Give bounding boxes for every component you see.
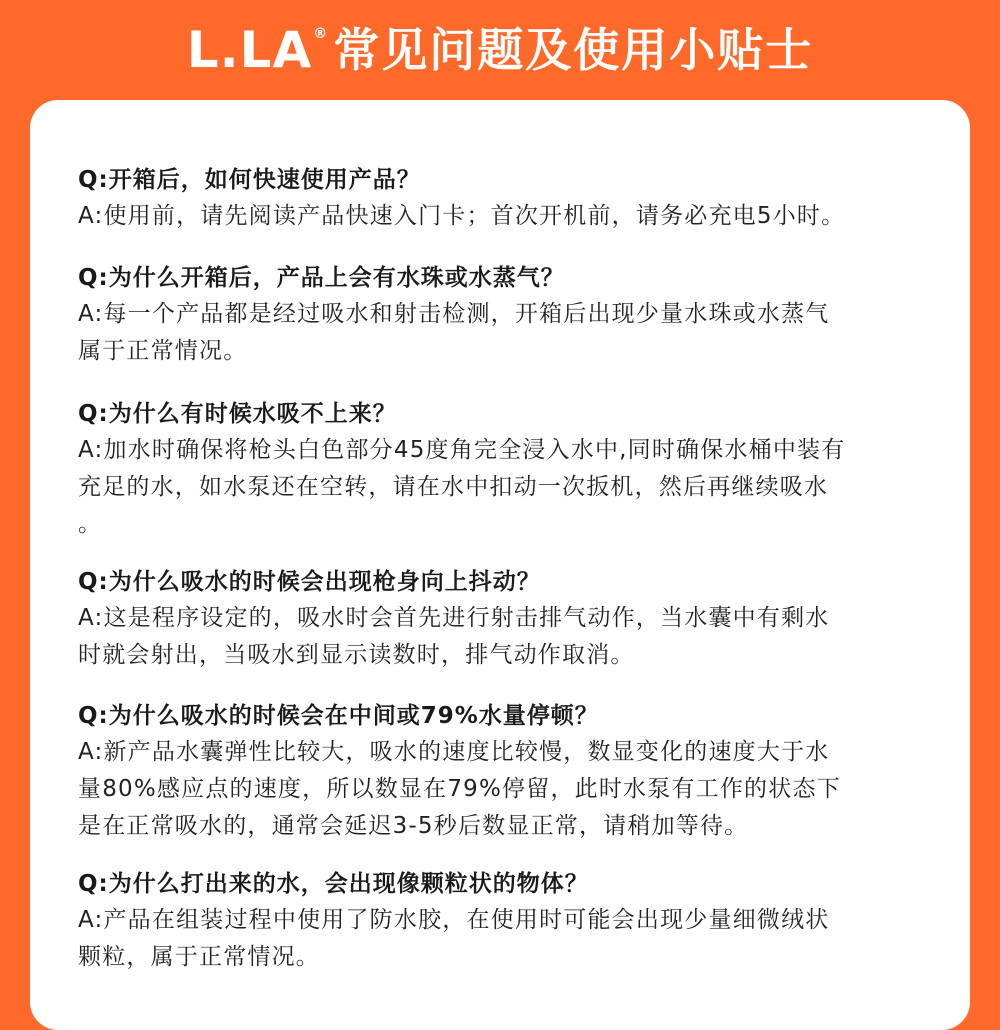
header xyxy=(0,0,1000,100)
brand-logo xyxy=(186,21,333,79)
faq-answer: A:新产品水囊弹性比较大，吸水的速度比较慢，数显变化的速度大于水 量80%感应点的速度，所以数显在79%停留，此时水泵有工作的状态下 是在正常吸水的，通常会延迟3-5秒后数显正常，请稍加等待。 xyxy=(78,739,841,839)
faq-question: Q:为什么打出来的水，会出现像颗粒状的物体？ xyxy=(78,871,589,897)
page-title: 常见问题及使用小贴士 xyxy=(333,23,814,77)
faq-answer: A:产品在组装过程中使用了防水胶，在使用时可能会出现少量细微绒状 颗粒，属于正常情况。 xyxy=(78,907,830,970)
faq-item-5 xyxy=(78,698,928,845)
faq-item-6 xyxy=(78,866,928,976)
faq-question: Q:开箱后，如何快速使用产品？ xyxy=(78,167,421,193)
registered-mark: ® xyxy=(313,26,328,42)
faq-item-4 xyxy=(78,564,928,674)
brand-name: L.LA xyxy=(186,21,313,79)
faq-question: Q:为什么吸水的时候会出现枪身向上抖动？ xyxy=(78,569,541,595)
faq-answer: A:这是程序设定的，吸水时会首先进行射击排气动作，当水囊中有剩水 时就会射出，当吸水到显示读数时，排气动作取消。 xyxy=(78,605,830,668)
faq-item-2 xyxy=(78,260,928,370)
faq-answer: A:加水时确保将枪头白色部分45度角完全浸入水中,同时确保水桶中装有 充足的水，如水泵还在空转，请在水中扣动一次扳机，然后再继续吸水 。 xyxy=(78,437,846,537)
faq-item-3 xyxy=(78,396,928,543)
faq-item-1 xyxy=(78,162,928,235)
faq-answer: A:使用前，请先阅读产品快速入门卡；首次开机前，请务必充电5小时。 xyxy=(78,203,846,229)
faq-question: Q:为什么吸水的时候会在中间或79%水量停顿？ xyxy=(78,703,599,729)
faq-question: Q:为什么开箱后，产品上会有水珠或水蒸气？ xyxy=(78,265,565,291)
faq-question: Q:为什么有时候水吸不上来？ xyxy=(78,401,397,427)
faq-answer: A:每一个产品都是经过吸水和射击检测，开箱后出现少量水珠或水蒸气 属于正常情况。 xyxy=(78,301,830,364)
